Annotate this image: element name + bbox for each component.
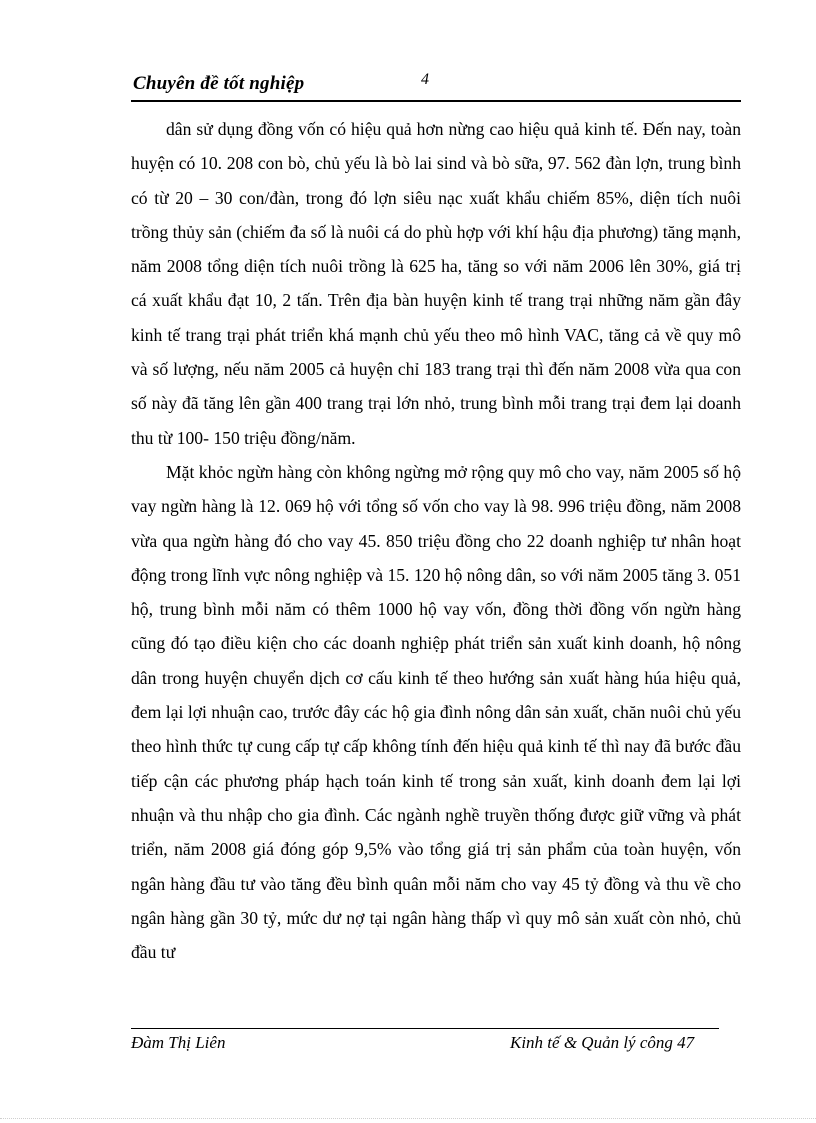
paragraph-1-text: dân sử dụng đồng vốn có hiệu quả hơn nừng cao hiệu quả kinh tế. Đến nay, toàn huyện có 10. 208 con bò, chủ yếu là bò lai sind và bò sữa, 97. 562 đàn lợn, trung bình có từ 20 – 30 con/đàn, trong đó lợn siêu nạc xuất khẩu chiếm 85%, diện tích nuôi trồng thủy sản (chiếm đa số là nuôi cá do phù hợp với khí hậu địa phương) tăng mạnh, năm 2008 tổng diện tích nuôi trồng là 625 ha, tăng so với năm 2006 lên 30%, giá trị cá xuất khẩu đạt 10, 2 tấn. Trên địa bàn huyện kinh tế trang trại những năm gần đây kinh tế trang trại phát triển khá mạnh chủ yếu theo mô hình VAC, tăng cả về quy mô và số lượng, nếu năm 2005 cả huyện chỉ 183 trang trại thì đến năm 2008 vừa qua con số này đã tăng lên gần 400 trang trại lớn nhỏ, trung bình mỗi trang trại đem lại doanh thu từ 100- 150 triệu đồng/năm. [131, 119, 741, 448]
page-number: 4 [421, 71, 429, 88]
paragraph-2 [131, 455, 741, 969]
document-body [131, 112, 741, 969]
paragraph-1 [131, 112, 741, 455]
document-header-title: Chuyên đề tốt nghiệp [133, 73, 305, 94]
footer-divider [131, 1028, 719, 1029]
footer-author: Đàm Thị Liên [131, 1033, 226, 1052]
paragraph-2-text: Mặt khỏc ngừn hàng còn không ngừng mở rộng quy mô cho vay, năm 2005 số hộ vay ngừn hàng là 12. 069 hộ với tổng số vốn cho vay là 98. 996 triệu đồng, năm 2008 vừa qua ngừn hàng đó cho vay 45. 850 triệu đồng cho 22 doanh nghiệp tư nhân hoạt động trong lĩnh vực nông nghiệp và 15. 120 hộ nông dân, so với năm 2005 tăng 3. 051 hộ, trung bình mỗi năm có thêm 1000 hộ vay vốn, đồng thời đồng vốn ngừn hàng cũng đó tạo điều kiện cho các doanh nghiệp phát triển sản xuất kinh doanh, hộ nông dân trong huyện chuyển dịch cơ cấu kinh tế theo hướng sản xuất hàng húa hiệu quả, đem lại lợi nhuận cao, trước đây các hộ gia đình nông dân sản xuất, chăn nuôi chủ yếu theo hình thức tự cung cấp tự cấp không tính đến hiệu quả kinh tế thì nay đã bước đầu tiếp cận các phương pháp hạch toán kinh tế trong sản xuất, kinh doanh đem lại lợi nhuận và thu nhập cho gia đình. Các ngành nghề truyền thống được giữ vững và phát triển, năm 2008 giá đóng góp 9,5% vào tổng giá trị sản phẩm của toàn huyện, vốn ngân hàng đầu tư vào tăng đều bình quân mỗi năm cho vay 45 tỷ đồng và thu về cho ngân hàng gần 30 tỷ, mức dư nợ tại ngân hàng thấp vì quy mô sản xuất còn nhỏ, chủ đầu tư [131, 461, 741, 963]
header-divider [131, 100, 741, 102]
page-bottom-edge [0, 1118, 816, 1119]
footer-class-info: Kinh tế & Quản lý công 47 [510, 1033, 695, 1052]
